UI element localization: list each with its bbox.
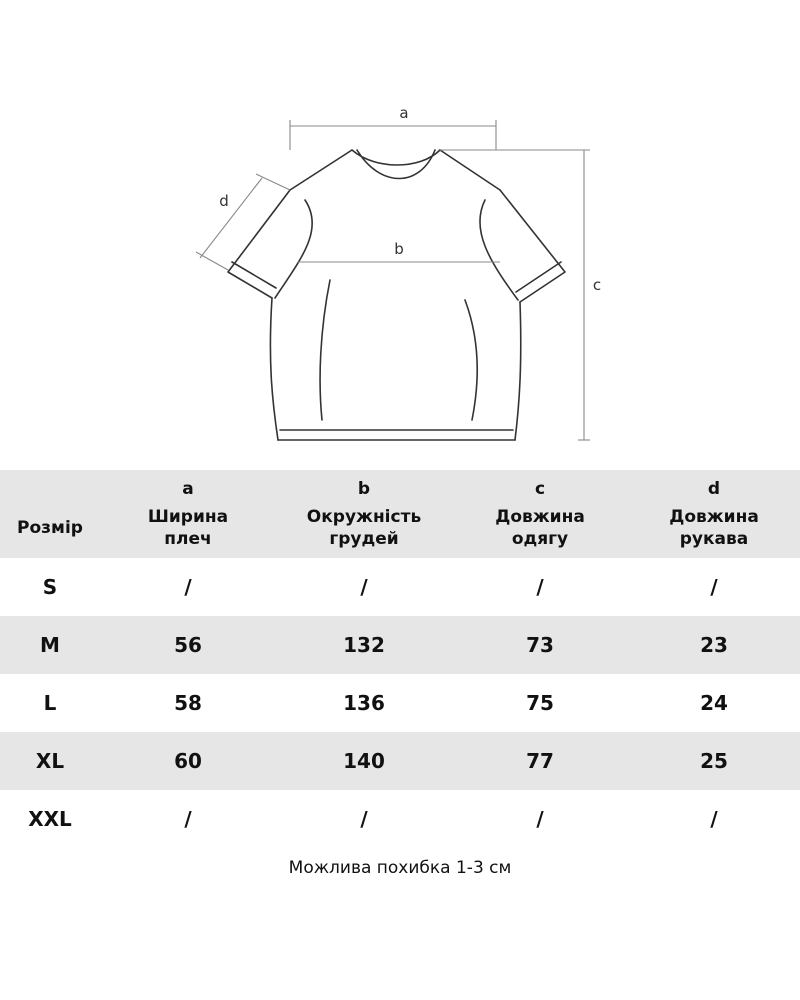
table-header-row [0, 470, 800, 558]
header-name-line2: плеч [164, 529, 212, 549]
header-name-line2: рукава [679, 529, 749, 549]
value-cell: / [184, 575, 192, 599]
value-cell: / [536, 575, 544, 599]
dimension-lines [196, 120, 590, 440]
size-cell: XL [35, 749, 65, 773]
value-cell: 140 [343, 749, 385, 773]
value-cell: 75 [526, 691, 554, 715]
value-cell: / [536, 807, 544, 831]
header-col-a [100, 470, 276, 558]
value-cell: 60 [174, 749, 202, 773]
value-cell: 24 [700, 691, 728, 715]
header-name-line2: грудей [329, 529, 399, 549]
header-letter: a [182, 479, 194, 499]
value-cell: 58 [174, 691, 202, 715]
value-cell: 132 [343, 633, 385, 657]
table-row [0, 674, 800, 732]
header-letter: c [534, 479, 546, 499]
value-cell: 73 [526, 633, 554, 657]
value-cell: / [710, 807, 718, 831]
table-row [0, 558, 800, 616]
value-cell: 77 [526, 749, 554, 773]
value-cell: / [184, 807, 192, 831]
header-letter: d [707, 479, 721, 499]
header-name-line1: Окружність [306, 507, 422, 527]
tshirt-outline [228, 150, 565, 440]
dim-label-a: a [399, 104, 409, 122]
value-cell: / [360, 807, 368, 831]
header-size: Розмір [17, 518, 83, 538]
value-cell: 25 [700, 749, 728, 773]
header-name-line2: одягу [511, 529, 569, 549]
header-col-c [452, 470, 628, 558]
dim-label-c: c [592, 276, 602, 294]
size-cell: XXL [28, 807, 72, 831]
header-letter: b [357, 479, 371, 499]
tshirt-svg [0, 0, 800, 470]
header-name-line1: Довжина [495, 507, 585, 527]
header-name-line1: Ширина [147, 507, 229, 527]
dim-label-d: d [219, 192, 229, 210]
table-row [0, 732, 800, 790]
tolerance-note: Можлива похибка 1-3 см [288, 858, 512, 878]
value-cell: / [360, 575, 368, 599]
value-cell: 56 [174, 633, 202, 657]
value-cell: 23 [700, 633, 728, 657]
table-row [0, 790, 800, 848]
header-col-b [276, 470, 452, 558]
tshirt-diagram [0, 0, 800, 470]
dim-label-b: b [394, 240, 404, 258]
size-cell: L [43, 691, 57, 715]
size-cell: S [42, 575, 58, 599]
value-cell: / [710, 575, 718, 599]
size-table [0, 470, 800, 848]
value-cell: 136 [343, 691, 385, 715]
size-cell: M [40, 633, 60, 657]
header-col-d [628, 470, 800, 558]
table-row [0, 616, 800, 674]
header-name-line1: Довжина [669, 507, 759, 527]
